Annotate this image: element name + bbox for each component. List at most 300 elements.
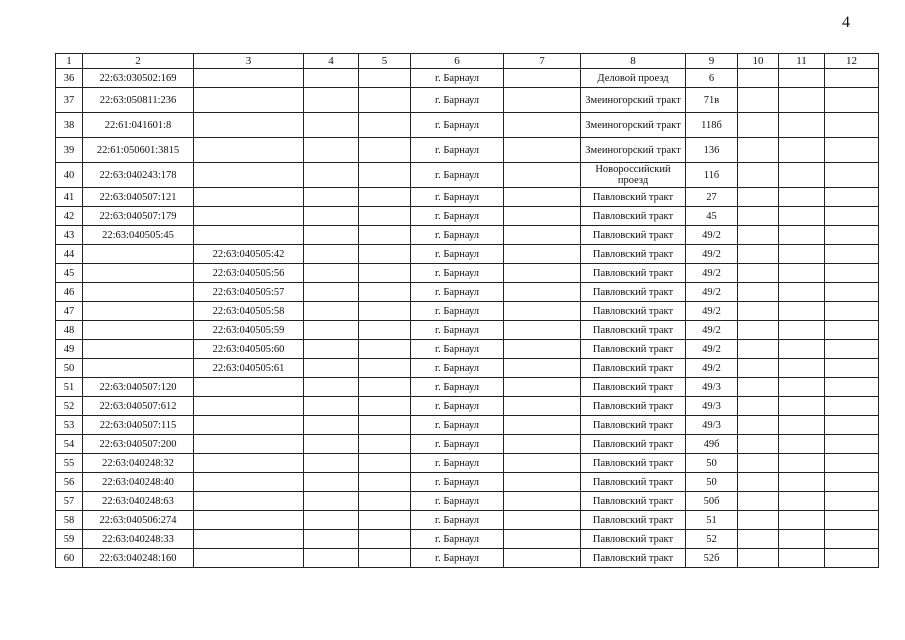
empty-cell (825, 340, 879, 359)
register-table (55, 53, 879, 568)
cadastral-number-cell: 22:63:030502:169 (83, 69, 194, 88)
cadastral-number-cell: 22:63:040248:32 (83, 454, 194, 473)
empty-cell (779, 69, 825, 88)
empty-cell (738, 511, 779, 530)
empty-cell (359, 435, 411, 454)
column-header: 11 (779, 54, 825, 69)
empty-cell (738, 88, 779, 113)
empty-cell (738, 473, 779, 492)
column-header: 2 (83, 54, 194, 69)
empty-cell (779, 88, 825, 113)
empty-cell (359, 188, 411, 207)
sub-cadastral-number-cell (194, 226, 304, 245)
house-number-cell: 49/2 (686, 245, 738, 264)
empty-cell (359, 321, 411, 340)
empty-cell (304, 88, 359, 113)
locality-cell: г. Барнаул (411, 226, 504, 245)
empty-cell (504, 454, 581, 473)
table-row (56, 397, 879, 416)
empty-cell (504, 378, 581, 397)
sub-cadastral-number-cell (194, 511, 304, 530)
cadastral-number-cell: 22:63:040248:160 (83, 549, 194, 568)
sub-cadastral-number-cell (194, 88, 304, 113)
empty-cell (504, 549, 581, 568)
empty-cell (779, 473, 825, 492)
street-cell: Павловский тракт (581, 207, 686, 226)
street-cell: Павловский тракт (581, 283, 686, 302)
empty-cell (304, 302, 359, 321)
empty-cell (779, 340, 825, 359)
empty-cell (504, 492, 581, 511)
empty-cell (359, 378, 411, 397)
sub-cadastral-number-cell (194, 397, 304, 416)
table-row (56, 88, 879, 113)
locality-cell: г. Барнаул (411, 321, 504, 340)
sub-cadastral-number-cell (194, 138, 304, 163)
house-number-cell: 49/2 (686, 302, 738, 321)
empty-cell (779, 207, 825, 226)
empty-cell (825, 226, 879, 245)
empty-cell (738, 113, 779, 138)
sub-cadastral-number-cell (194, 473, 304, 492)
cadastral-number-cell: 22:63:040505:45 (83, 226, 194, 245)
sub-cadastral-number-cell (194, 69, 304, 88)
table-row (56, 416, 879, 435)
locality-cell: г. Барнаул (411, 138, 504, 163)
empty-cell (304, 511, 359, 530)
empty-cell (359, 492, 411, 511)
sub-cadastral-number-cell: 22:63:040505:57 (194, 283, 304, 302)
empty-cell (504, 359, 581, 378)
sub-cadastral-number-cell (194, 378, 304, 397)
empty-cell (825, 378, 879, 397)
empty-cell (304, 397, 359, 416)
empty-cell (359, 397, 411, 416)
empty-cell (359, 416, 411, 435)
street-cell: Павловский тракт (581, 321, 686, 340)
empty-cell (825, 302, 879, 321)
locality-cell: г. Барнаул (411, 378, 504, 397)
locality-cell: г. Барнаул (411, 359, 504, 378)
empty-cell (738, 283, 779, 302)
row-number-cell: 48 (56, 321, 83, 340)
locality-cell: г. Барнаул (411, 530, 504, 549)
house-number-cell: 49/2 (686, 226, 738, 245)
empty-cell (825, 321, 879, 340)
empty-cell (359, 511, 411, 530)
column-header: 1 (56, 54, 83, 69)
empty-cell (738, 138, 779, 163)
empty-cell (738, 302, 779, 321)
empty-cell (779, 302, 825, 321)
empty-cell (504, 302, 581, 321)
empty-cell (304, 321, 359, 340)
street-cell: Павловский тракт (581, 530, 686, 549)
sub-cadastral-number-cell (194, 188, 304, 207)
locality-cell: г. Барнаул (411, 397, 504, 416)
empty-cell (738, 378, 779, 397)
sub-cadastral-number-cell (194, 435, 304, 454)
empty-cell (359, 226, 411, 245)
street-cell: Павловский тракт (581, 454, 686, 473)
locality-cell: г. Барнаул (411, 549, 504, 568)
empty-cell (738, 207, 779, 226)
empty-cell (359, 264, 411, 283)
locality-cell: г. Барнаул (411, 163, 504, 188)
row-number-cell: 44 (56, 245, 83, 264)
empty-cell (359, 359, 411, 378)
row-number-cell: 36 (56, 69, 83, 88)
row-number-cell: 47 (56, 302, 83, 321)
empty-cell (825, 473, 879, 492)
sub-cadastral-number-cell: 22:63:040505:59 (194, 321, 304, 340)
empty-cell (504, 188, 581, 207)
empty-cell (738, 340, 779, 359)
row-number-cell: 42 (56, 207, 83, 226)
column-header: 12 (825, 54, 879, 69)
empty-cell (825, 88, 879, 113)
cadastral-number-cell: 22:63:040243:178 (83, 163, 194, 188)
table-row (56, 340, 879, 359)
house-number-cell: 49/2 (686, 283, 738, 302)
empty-cell (779, 492, 825, 511)
row-number-cell: 55 (56, 454, 83, 473)
empty-cell (504, 435, 581, 454)
locality-cell: г. Барнаул (411, 416, 504, 435)
empty-cell (779, 511, 825, 530)
empty-cell (779, 163, 825, 188)
empty-cell (825, 207, 879, 226)
street-cell: Павловский тракт (581, 226, 686, 245)
empty-cell (304, 188, 359, 207)
empty-cell (779, 226, 825, 245)
row-number-cell: 43 (56, 226, 83, 245)
empty-cell (825, 511, 879, 530)
table-row (56, 359, 879, 378)
table-row (56, 226, 879, 245)
house-number-cell: 49/2 (686, 359, 738, 378)
sub-cadastral-number-cell (194, 549, 304, 568)
empty-cell (825, 264, 879, 283)
cadastral-number-cell: 22:63:050811:236 (83, 88, 194, 113)
locality-cell: г. Барнаул (411, 88, 504, 113)
house-number-cell: 50 (686, 454, 738, 473)
cadastral-number-cell: 22:63:040507:612 (83, 397, 194, 416)
empty-cell (304, 378, 359, 397)
empty-cell (779, 454, 825, 473)
house-number-cell: 49/2 (686, 321, 738, 340)
empty-cell (504, 163, 581, 188)
row-number-cell: 60 (56, 549, 83, 568)
row-number-cell: 41 (56, 188, 83, 207)
empty-cell (825, 188, 879, 207)
empty-cell (825, 397, 879, 416)
street-cell: Павловский тракт (581, 492, 686, 511)
cadastral-number-cell: 22:63:040506:274 (83, 511, 194, 530)
empty-cell (779, 549, 825, 568)
empty-cell (504, 321, 581, 340)
row-number-cell: 39 (56, 138, 83, 163)
locality-cell: г. Барнаул (411, 492, 504, 511)
empty-cell (825, 530, 879, 549)
cadastral-number-cell (83, 340, 194, 359)
cadastral-number-cell: 22:61:050601:3815 (83, 138, 194, 163)
empty-cell (304, 207, 359, 226)
row-number-cell: 53 (56, 416, 83, 435)
row-number-cell: 58 (56, 511, 83, 530)
street-cell: Павловский тракт (581, 397, 686, 416)
column-header: 5 (359, 54, 411, 69)
empty-cell (825, 138, 879, 163)
empty-cell (738, 163, 779, 188)
table-row (56, 302, 879, 321)
table-row (56, 264, 879, 283)
empty-cell (504, 283, 581, 302)
house-number-cell: 71в (686, 88, 738, 113)
street-cell: Павловский тракт (581, 416, 686, 435)
locality-cell: г. Барнаул (411, 188, 504, 207)
empty-cell (738, 416, 779, 435)
empty-cell (504, 69, 581, 88)
house-number-cell: 49/3 (686, 378, 738, 397)
empty-cell (304, 416, 359, 435)
row-number-cell: 54 (56, 435, 83, 454)
house-number-cell: 50б (686, 492, 738, 511)
page-number: 4 (842, 14, 850, 31)
locality-cell: г. Барнаул (411, 69, 504, 88)
empty-cell (359, 138, 411, 163)
empty-cell (504, 113, 581, 138)
table-row (56, 378, 879, 397)
table-row (56, 530, 879, 549)
empty-cell (779, 359, 825, 378)
sub-cadastral-number-cell (194, 530, 304, 549)
empty-cell (359, 283, 411, 302)
empty-cell (504, 226, 581, 245)
header-row (56, 54, 879, 69)
empty-cell (738, 226, 779, 245)
empty-cell (504, 88, 581, 113)
table-row (56, 245, 879, 264)
empty-cell (825, 492, 879, 511)
sub-cadastral-number-cell (194, 454, 304, 473)
empty-cell (779, 416, 825, 435)
house-number-cell: 49/2 (686, 340, 738, 359)
empty-cell (504, 138, 581, 163)
column-header: 10 (738, 54, 779, 69)
row-number-cell: 59 (56, 530, 83, 549)
locality-cell: г. Барнаул (411, 113, 504, 138)
empty-cell (504, 397, 581, 416)
locality-cell: г. Барнаул (411, 435, 504, 454)
empty-cell (504, 207, 581, 226)
empty-cell (359, 340, 411, 359)
street-cell: Павловский тракт (581, 264, 686, 283)
cadastral-number-cell (83, 264, 194, 283)
empty-cell (738, 264, 779, 283)
street-cell: Змеиногорский тракт (581, 88, 686, 113)
empty-cell (825, 454, 879, 473)
street-cell: Змеиногорский тракт (581, 113, 686, 138)
empty-cell (779, 530, 825, 549)
house-number-cell: 52б (686, 549, 738, 568)
empty-cell (359, 302, 411, 321)
table-row (56, 113, 879, 138)
house-number-cell: 27 (686, 188, 738, 207)
cadastral-number-cell: 22:63:040248:63 (83, 492, 194, 511)
empty-cell (359, 530, 411, 549)
empty-cell (304, 492, 359, 511)
house-number-cell: 52 (686, 530, 738, 549)
cadastral-number-cell (83, 283, 194, 302)
empty-cell (304, 283, 359, 302)
empty-cell (304, 435, 359, 454)
empty-cell (504, 340, 581, 359)
street-cell: Павловский тракт (581, 473, 686, 492)
street-cell: Павловский тракт (581, 435, 686, 454)
empty-cell (359, 454, 411, 473)
locality-cell: г. Барнаул (411, 454, 504, 473)
cadastral-number-cell (83, 359, 194, 378)
row-number-cell: 49 (56, 340, 83, 359)
cadastral-number-cell: 22:63:040507:179 (83, 207, 194, 226)
empty-cell (825, 69, 879, 88)
empty-cell (779, 321, 825, 340)
cadastral-number-cell: 22:63:040248:40 (83, 473, 194, 492)
sub-cadastral-number-cell (194, 113, 304, 138)
sub-cadastral-number-cell (194, 207, 304, 226)
house-number-cell: 49б (686, 435, 738, 454)
empty-cell (825, 549, 879, 568)
cadastral-number-cell (83, 245, 194, 264)
cadastral-number-cell: 22:63:040507:115 (83, 416, 194, 435)
empty-cell (359, 69, 411, 88)
table-row (56, 138, 879, 163)
empty-cell (304, 226, 359, 245)
cadastral-number-cell: 22:63:040248:33 (83, 530, 194, 549)
row-number-cell: 57 (56, 492, 83, 511)
house-number-cell: 45 (686, 207, 738, 226)
empty-cell (359, 207, 411, 226)
row-number-cell: 56 (56, 473, 83, 492)
empty-cell (779, 378, 825, 397)
empty-cell (825, 113, 879, 138)
empty-cell (779, 245, 825, 264)
empty-cell (304, 473, 359, 492)
empty-cell (304, 530, 359, 549)
empty-cell (504, 264, 581, 283)
table-row (56, 69, 879, 88)
empty-cell (304, 454, 359, 473)
empty-cell (359, 163, 411, 188)
sub-cadastral-number-cell: 22:63:040505:42 (194, 245, 304, 264)
empty-cell (304, 113, 359, 138)
row-number-cell: 40 (56, 163, 83, 188)
empty-cell (825, 283, 879, 302)
sub-cadastral-number-cell: 22:63:040505:60 (194, 340, 304, 359)
locality-cell: г. Барнаул (411, 473, 504, 492)
empty-cell (359, 245, 411, 264)
empty-cell (738, 549, 779, 568)
table-row (56, 511, 879, 530)
row-number-cell: 38 (56, 113, 83, 138)
empty-cell (825, 245, 879, 264)
street-cell: Павловский тракт (581, 188, 686, 207)
empty-cell (504, 416, 581, 435)
empty-cell (304, 138, 359, 163)
house-number-cell: 51 (686, 511, 738, 530)
table-row (56, 283, 879, 302)
table-row (56, 435, 879, 454)
locality-cell: г. Барнаул (411, 302, 504, 321)
column-header: 7 (504, 54, 581, 69)
cadastral-number-cell (83, 321, 194, 340)
table-row (56, 321, 879, 340)
empty-cell (779, 435, 825, 454)
table-row (56, 454, 879, 473)
sub-cadastral-number-cell (194, 492, 304, 511)
table-row (56, 207, 879, 226)
street-cell: Павловский тракт (581, 511, 686, 530)
locality-cell: г. Барнаул (411, 511, 504, 530)
street-cell: Павловский тракт (581, 359, 686, 378)
empty-cell (779, 138, 825, 163)
column-header: 6 (411, 54, 504, 69)
house-number-cell: 49/2 (686, 264, 738, 283)
house-number-cell: 50 (686, 473, 738, 492)
column-header: 8 (581, 54, 686, 69)
row-number-cell: 37 (56, 88, 83, 113)
empty-cell (738, 397, 779, 416)
street-cell: Павловский тракт (581, 378, 686, 397)
empty-cell (779, 283, 825, 302)
cadastral-number-cell: 22:63:040507:121 (83, 188, 194, 207)
row-number-cell: 46 (56, 283, 83, 302)
empty-cell (304, 359, 359, 378)
street-cell: Змеиногорский тракт (581, 138, 686, 163)
cadastral-number-cell: 22:61:041601:8 (83, 113, 194, 138)
house-number-cell: 11б (686, 163, 738, 188)
empty-cell (779, 188, 825, 207)
column-header: 3 (194, 54, 304, 69)
street-cell: Павловский тракт (581, 302, 686, 321)
street-cell: Деловой проезд (581, 69, 686, 88)
table-row (56, 473, 879, 492)
empty-cell (504, 473, 581, 492)
house-number-cell: 49/3 (686, 416, 738, 435)
sub-cadastral-number-cell: 22:63:040505:61 (194, 359, 304, 378)
empty-cell (738, 359, 779, 378)
empty-cell (359, 473, 411, 492)
street-cell: Павловский тракт (581, 549, 686, 568)
sub-cadastral-number-cell: 22:63:040505:58 (194, 302, 304, 321)
empty-cell (738, 435, 779, 454)
empty-cell (304, 245, 359, 264)
house-number-cell: 118б (686, 113, 738, 138)
row-number-cell: 51 (56, 378, 83, 397)
sub-cadastral-number-cell: 22:63:040505:56 (194, 264, 304, 283)
empty-cell (304, 69, 359, 88)
empty-cell (738, 454, 779, 473)
empty-cell (825, 359, 879, 378)
empty-cell (359, 113, 411, 138)
empty-cell (825, 163, 879, 188)
row-number-cell: 45 (56, 264, 83, 283)
locality-cell: г. Барнаул (411, 283, 504, 302)
empty-cell (738, 188, 779, 207)
cadastral-number-cell: 22:63:040507:200 (83, 435, 194, 454)
house-number-cell: 49/3 (686, 397, 738, 416)
